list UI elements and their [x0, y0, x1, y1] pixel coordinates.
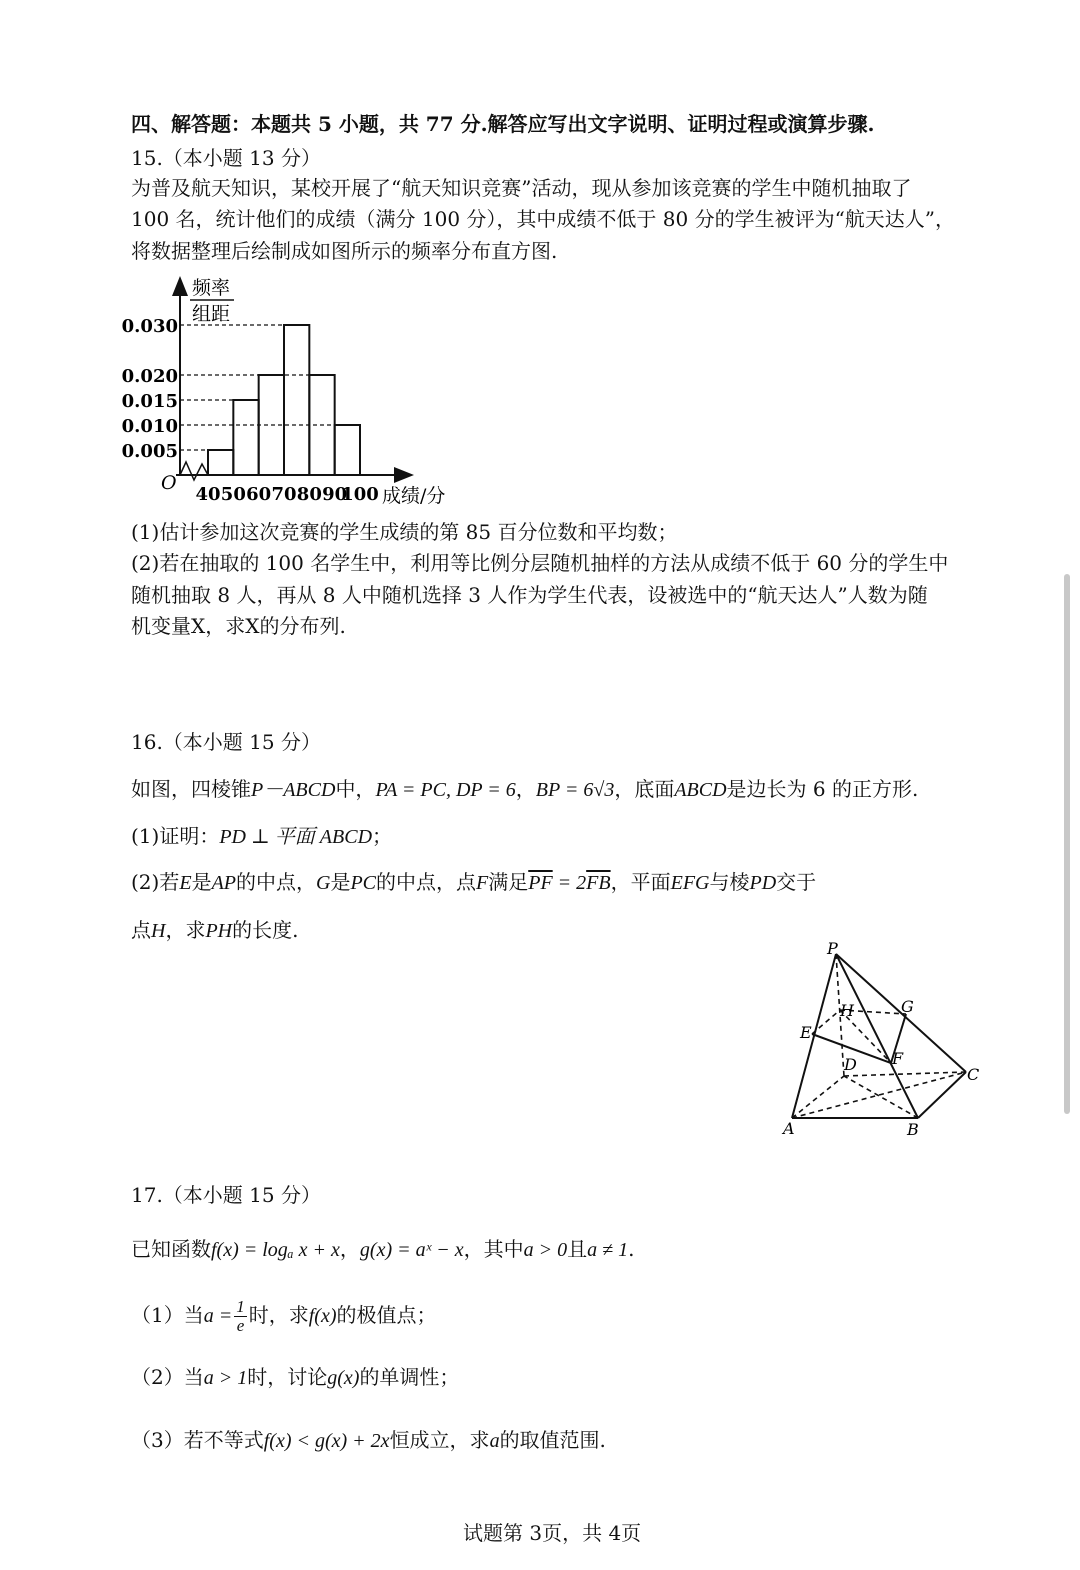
edge-AD: [792, 1076, 844, 1118]
q16-p2-l2: = 2: [552, 872, 587, 894]
y-tick-0.015: 0.015: [121, 391, 178, 412]
q17-part-2: [131, 1365, 459, 1390]
q16-p2-b: E: [179, 872, 192, 894]
q15-part-1: (1)估计参加这次竞赛的学生成绩的第 85 百分位数和平均数；: [131, 520, 678, 544]
bar-70-80: [284, 325, 309, 475]
q16-p2-e: 的中点，: [236, 870, 316, 894]
q15-part-2-line-1: (2)若在抽取的 100 名学生中，利用等比例分层随机抽样的方法从成绩不低于 60 分的学生中: [131, 551, 949, 575]
label-H: H: [840, 1001, 854, 1020]
q16-p2-g: 是: [330, 870, 351, 894]
x-tick-100: 100: [341, 484, 379, 505]
label-B: B: [907, 1120, 919, 1139]
y-tick-labels: [122, 316, 178, 462]
y-tick-0.020: 0.020: [121, 366, 178, 387]
q16-p2-l2-c: ，求: [165, 918, 206, 942]
q17-p3-c: 恒成立，求: [389, 1428, 490, 1452]
q17-p2-a: （2）当: [131, 1365, 204, 1389]
q17-p3-a: （3）若不等式: [131, 1428, 264, 1452]
q15-part-2-line-3: 机变量X，求X的分布列.: [131, 614, 346, 638]
q16-p2-n: EFG: [670, 872, 710, 894]
x-axis-label: 成绩/分: [382, 485, 446, 507]
edge-PA: [792, 954, 836, 1118]
q16-p2-l2-a: 点: [131, 918, 151, 942]
x-tick-80: 80: [296, 484, 322, 505]
label-E: E: [800, 1023, 812, 1042]
q16-p2-c: 是: [191, 870, 212, 894]
label-F: F: [892, 1049, 904, 1068]
fraction-denominator: e: [236, 1315, 245, 1335]
q16-p2-i: 的中点，点: [376, 870, 477, 894]
y-tick-0.030: 0.030: [121, 316, 178, 337]
q16-part-1-a: (1)证明：: [131, 824, 220, 848]
edge-PB: [836, 954, 918, 1118]
q17-intro-c: ，: [339, 1237, 360, 1261]
q16-cond-1: PA = PC, DP = 6: [375, 779, 516, 801]
q17-p1-b: a =: [203, 1304, 233, 1327]
label-D: D: [844, 1055, 857, 1074]
q17-p3-e: 的取值范围.: [499, 1428, 606, 1452]
q16-title: 16.（本小题 15 分）: [131, 730, 321, 754]
q16-p2-d: AP: [211, 872, 236, 894]
q17-cond-a-pos: a > 0: [523, 1239, 568, 1261]
q17-intro-e: ，其中: [463, 1237, 524, 1261]
q15-part-2-line-2: 随机抽取 8 人，再从 8 人中随机选择 3 人作为学生代表，设被选中的“航天达人”人数为随: [131, 583, 928, 607]
fraction-numerator: 1: [236, 1297, 245, 1316]
section-header: 四、解答题：本题共 5 小题，共 77 分.解答应写出文字说明、证明过程或演算步骤.: [131, 112, 875, 136]
y-tick-0.010: 0.010: [121, 416, 178, 437]
x-tick-50: 50: [220, 484, 246, 505]
frequency-histogram: [120, 270, 460, 510]
q16-intro-i: 是边长为 6 的正方形.: [726, 777, 919, 801]
q17-intro: [131, 1237, 634, 1262]
q16-p2-l2-d: PH: [205, 920, 233, 942]
q17-intro-g: 且: [567, 1237, 588, 1261]
q17-cond-a-ne-1: a ≠ 1: [587, 1239, 629, 1261]
bar-50-60: [233, 400, 258, 475]
q17-p2-c: 时，讨论: [247, 1365, 328, 1389]
q17-title: 17.（本小题 15 分）: [131, 1183, 321, 1207]
q17-p2-e: 的单调性；: [359, 1365, 460, 1389]
q16-part-1-c: ；: [372, 824, 393, 848]
scrollbar-thumb[interactable]: [1064, 574, 1070, 1114]
q17-p2-b: a > 1: [203, 1367, 248, 1389]
axis-break-zigzag: [180, 462, 208, 480]
q15-line-3: 将数据整理后绘制成如图所示的频率分布直方图.: [131, 239, 558, 263]
q16-intro-g: ，底面: [614, 777, 675, 801]
fraction-one-over-e: [234, 1298, 247, 1335]
x-tick-60: 60: [246, 484, 272, 505]
origin-label: O: [161, 472, 177, 494]
q16-p2-l2-e: 的长度.: [232, 918, 299, 942]
q17-p1-d: f(x): [308, 1304, 337, 1327]
q16-base-name: ABCD: [674, 779, 727, 801]
q17-p2-d: g(x): [327, 1367, 360, 1389]
q15-title: 15.（本小题 13 分）: [131, 146, 321, 170]
q16-p2-m: ，平面: [610, 870, 671, 894]
label-C: C: [967, 1065, 980, 1084]
q16-p2-p: PD: [749, 872, 777, 894]
x-tick-90: 90: [322, 484, 348, 505]
q17-intro-i: .: [628, 1237, 635, 1261]
q17-part-3: [131, 1428, 606, 1453]
x-tick-labels: [195, 484, 378, 505]
y-tick-0.005: 0.005: [121, 441, 178, 462]
y-label-bottom: 组距: [192, 303, 231, 325]
y-label-top: 频率: [192, 277, 231, 299]
q17-p1-e: 的极值点；: [336, 1302, 437, 1327]
page-footer: 试题第 3页，共 4页: [463, 1521, 642, 1545]
edge-DC: [844, 1072, 966, 1076]
q16-pyramid-name: P－ABCD: [251, 779, 336, 801]
q15-line-2: 100 名，统计他们的成绩（满分 100 分），其中成绩不低于 80 分的学生被评为“航天达人”，: [131, 207, 956, 231]
label-P: P: [827, 940, 838, 958]
x-tick-40: 40: [195, 484, 221, 505]
x-tick-70: 70: [271, 484, 297, 505]
pyramid-figure: [780, 940, 990, 1140]
bar-90-100: [335, 425, 360, 475]
q17-p1-c: 时，求: [248, 1302, 309, 1327]
q16-p2-f: G: [316, 872, 331, 894]
bar-40-50: [208, 450, 233, 475]
q16-p2-o: 与棱: [709, 870, 750, 894]
q17-part-1: [131, 1298, 437, 1335]
q17-function-f: f(x) = logₐ x + x: [211, 1239, 340, 1261]
q16-vector-fb: $\overline{FB}$: [586, 872, 611, 894]
q16-p2-h: PC: [350, 872, 377, 894]
label-A: A: [783, 1119, 795, 1138]
q15-line-1: 为普及航天知识，某校开展了“航天知识竞赛”活动，现从参加该竞赛的学生中随机抽取了: [131, 176, 912, 200]
dashed-guides: [180, 325, 360, 450]
q17-function-g: g(x) = aˣ − x: [359, 1239, 464, 1261]
q16-cond-2: BP = 6√3: [535, 779, 615, 801]
q16-p2-k: 满足: [488, 870, 529, 894]
q16-p2-q: 交于: [776, 870, 817, 894]
q17-p3-b: f(x) < g(x) + 2x: [263, 1430, 390, 1452]
q16-intro: [131, 777, 918, 802]
q17-intro-a: 已知函数: [131, 1237, 211, 1261]
q16-part-1: [131, 824, 392, 849]
q16-part-1-b: PD ⊥ 平面 ABCD: [219, 826, 373, 848]
q17-p1-a: （1）当: [131, 1302, 204, 1327]
q16-part-2-line-2: [131, 918, 298, 943]
q17-p3-d: a: [489, 1430, 500, 1452]
q16-intro-a: 如图，四棱锥: [131, 777, 251, 801]
q16-intro-e: ，: [515, 777, 536, 801]
label-G: G: [901, 997, 914, 1016]
q16-intro-c: 中，: [335, 777, 376, 801]
q16-p2-a: (2)若: [131, 870, 180, 894]
q16-part-2-line-1: [131, 870, 816, 895]
q16-vector-pf: $\overline{PF}$: [528, 872, 553, 894]
q16-p2-j: F: [476, 872, 489, 894]
q16-p2-l2-b: H: [151, 920, 166, 942]
